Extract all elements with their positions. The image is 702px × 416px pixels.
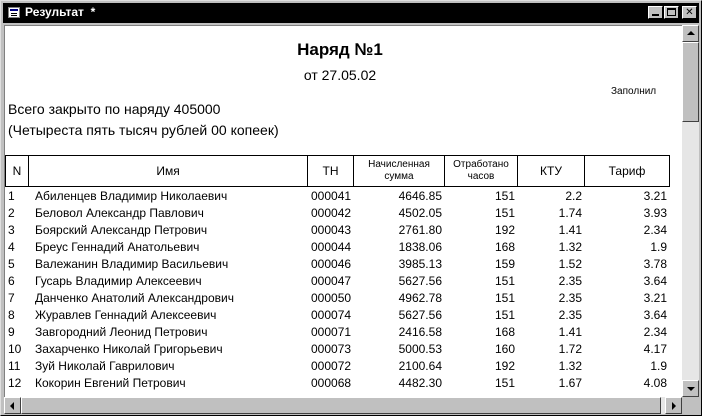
minimize-button[interactable] xyxy=(648,6,663,19)
cell-accrued: 4482.30 xyxy=(398,376,442,390)
cell-tn: 000074 xyxy=(311,308,352,322)
cell-hours: 151 xyxy=(494,206,515,220)
header-divider xyxy=(6,186,669,187)
cell-rate: 3.21 xyxy=(643,189,667,203)
cell-name: Зуй Николай Гаврилович xyxy=(35,359,175,373)
cell-name: Гусарь Владимир Алексеевич xyxy=(35,274,202,288)
total-closed-text: Всего закрыто по наряду 405000 xyxy=(8,101,221,117)
cell-accrued: 5627.56 xyxy=(398,308,442,322)
cell-name: Беловол Александр Павлович xyxy=(35,206,204,220)
cell-rate: 3.64 xyxy=(643,274,667,288)
cell-name: Данченко Анатолий Александрович xyxy=(35,291,234,305)
cell-n: 12 xyxy=(8,376,22,390)
report-date: от 27.05.02 xyxy=(303,67,377,83)
total-in-words-text: (Четыреста пять тысяч рублей 00 копеек) xyxy=(8,122,279,138)
vertical-scrollbar[interactable] xyxy=(682,25,699,397)
cell-hours: 192 xyxy=(494,359,515,373)
document-icon[interactable] xyxy=(8,7,20,18)
cell-rate: 3.78 xyxy=(643,257,667,271)
cell-n: 4 xyxy=(8,240,15,254)
table-row xyxy=(5,188,675,205)
cell-n: 6 xyxy=(8,274,15,288)
table-row xyxy=(5,375,675,392)
table-row xyxy=(5,290,675,307)
scroll-down-button[interactable] xyxy=(682,380,699,397)
cell-tn: 000073 xyxy=(311,342,352,356)
cell-hours: 168 xyxy=(494,240,515,254)
horizontal-scrollbar[interactable] xyxy=(4,397,682,414)
column-header-ktu: КТУ xyxy=(517,155,585,187)
report-title: Наряд №1 xyxy=(297,40,383,59)
table-row xyxy=(5,341,675,358)
minimize-icon xyxy=(652,14,659,16)
table-row xyxy=(5,239,675,256)
close-icon: ✕ xyxy=(685,7,694,18)
cell-accrued: 4502.05 xyxy=(398,206,442,220)
cell-tn: 000043 xyxy=(311,223,352,237)
cell-tn: 000047 xyxy=(311,274,352,288)
cell-name: Кокорин Евгений Петрович xyxy=(35,376,186,390)
cell-hours: 151 xyxy=(494,274,515,288)
cell-ktu: 1.67 xyxy=(558,376,582,390)
cell-rate: 4.08 xyxy=(643,376,667,390)
cell-accrued: 3985.13 xyxy=(398,257,442,271)
cell-tn: 000046 xyxy=(311,257,352,271)
cell-hours: 192 xyxy=(494,223,515,237)
cell-rate: 3.93 xyxy=(643,206,667,220)
arrow-left-icon xyxy=(10,402,14,410)
cell-rate: 3.21 xyxy=(643,291,667,305)
report-page xyxy=(4,25,682,397)
cell-rate: 1.9 xyxy=(650,359,667,373)
cell-n: 3 xyxy=(8,223,15,237)
cell-accrued: 5627.56 xyxy=(398,274,442,288)
cell-ktu: 1.41 xyxy=(558,223,582,237)
cell-rate: 2.34 xyxy=(643,325,667,339)
cell-hours: 151 xyxy=(494,376,515,390)
cell-n: 8 xyxy=(8,308,15,322)
cell-rate: 4.17 xyxy=(643,342,667,356)
scroll-up-button[interactable] xyxy=(682,25,699,42)
cell-name: Абиленцев Владимир Николаевич xyxy=(35,189,228,203)
column-header-name: Имя xyxy=(28,155,308,187)
cell-tn: 000042 xyxy=(311,206,352,220)
cell-accrued: 4962.78 xyxy=(398,291,442,305)
cell-rate: 1.9 xyxy=(650,240,667,254)
cell-tn: 000072 xyxy=(311,359,352,373)
scrollbar-corner xyxy=(682,397,699,414)
cell-accrued: 4646.85 xyxy=(398,189,442,203)
cell-tn: 000041 xyxy=(311,189,352,203)
cell-n: 10 xyxy=(8,342,22,356)
cell-accrued: 2761.80 xyxy=(398,223,442,237)
cell-name: Журавлев Геннадий Алексеевич xyxy=(35,308,217,322)
cell-n: 9 xyxy=(8,325,15,339)
arrow-down-icon xyxy=(687,387,695,391)
scroll-left-button[interactable] xyxy=(4,397,21,414)
cell-tn: 000071 xyxy=(311,325,352,339)
maximize-icon xyxy=(667,8,676,16)
cell-ktu: 1.32 xyxy=(558,240,582,254)
cell-name: Завгородний Леонид Петрович xyxy=(35,325,208,339)
table-row xyxy=(5,358,675,375)
cell-rate: 3.64 xyxy=(643,308,667,322)
cell-name: Захарченко Николай Григорьевич xyxy=(35,342,223,356)
cell-name: Валежанин Владимир Васильевич xyxy=(35,257,229,271)
cell-hours: 160 xyxy=(494,342,515,356)
column-header-tn: ТН xyxy=(307,155,354,187)
cell-hours: 151 xyxy=(494,308,515,322)
cell-ktu: 2.35 xyxy=(558,308,582,322)
cell-name: Боярский Александр Петрович xyxy=(35,223,208,237)
cell-ktu: 2.35 xyxy=(558,274,582,288)
column-header-accrued: Начисленная сумма xyxy=(353,155,445,187)
cell-accrued: 2100.64 xyxy=(398,359,442,373)
cell-accrued: 2416.58 xyxy=(398,325,442,339)
cell-n: 5 xyxy=(8,257,15,271)
arrow-up-icon xyxy=(687,31,695,35)
table-row xyxy=(5,324,675,341)
table-row xyxy=(5,256,675,273)
cell-hours: 151 xyxy=(494,189,515,203)
cell-hours: 159 xyxy=(494,257,515,271)
column-header-n: N xyxy=(5,155,29,187)
cell-ktu: 1.72 xyxy=(558,342,582,356)
table-row xyxy=(5,222,675,239)
cell-ktu: 1.74 xyxy=(558,206,582,220)
cell-n: 1 xyxy=(8,189,15,203)
close-button[interactable] xyxy=(682,6,697,19)
cell-hours: 168 xyxy=(494,325,515,339)
cell-tn: 000050 xyxy=(311,291,352,305)
cell-n: 11 xyxy=(8,359,21,373)
cell-ktu: 2.35 xyxy=(558,291,582,305)
vertical-scroll-thumb[interactable] xyxy=(682,42,699,122)
table-row xyxy=(5,307,675,324)
scroll-right-button[interactable] xyxy=(665,397,682,414)
arrow-right-icon xyxy=(672,402,676,410)
cell-ktu: 1.41 xyxy=(558,325,582,339)
filled-by-label: Заполнил xyxy=(611,86,657,97)
cell-tn: 000068 xyxy=(311,376,352,390)
horizontal-scroll-thumb[interactable] xyxy=(21,397,661,414)
cell-n: 7 xyxy=(8,291,15,305)
column-header-rate: Тариф xyxy=(584,155,670,187)
window-title: Результат * xyxy=(25,5,96,19)
table-row xyxy=(5,205,675,222)
cell-name: Бреус Геннадий Анатольевич xyxy=(35,240,200,254)
cell-n: 2 xyxy=(8,206,15,220)
cell-rate: 2.34 xyxy=(643,223,667,237)
cell-tn: 000044 xyxy=(311,240,352,254)
title-bar[interactable] xyxy=(3,3,699,23)
cell-hours: 151 xyxy=(494,291,515,305)
cell-ktu: 2.2 xyxy=(565,189,582,203)
cell-accrued: 1838.06 xyxy=(398,240,442,254)
column-header-hours: Отработано часов xyxy=(444,155,518,187)
cell-ktu: 1.32 xyxy=(558,359,582,373)
table-row xyxy=(5,273,675,290)
maximize-button[interactable] xyxy=(664,6,679,19)
cell-accrued: 5000.53 xyxy=(398,342,442,356)
cell-ktu: 1.52 xyxy=(558,257,582,271)
